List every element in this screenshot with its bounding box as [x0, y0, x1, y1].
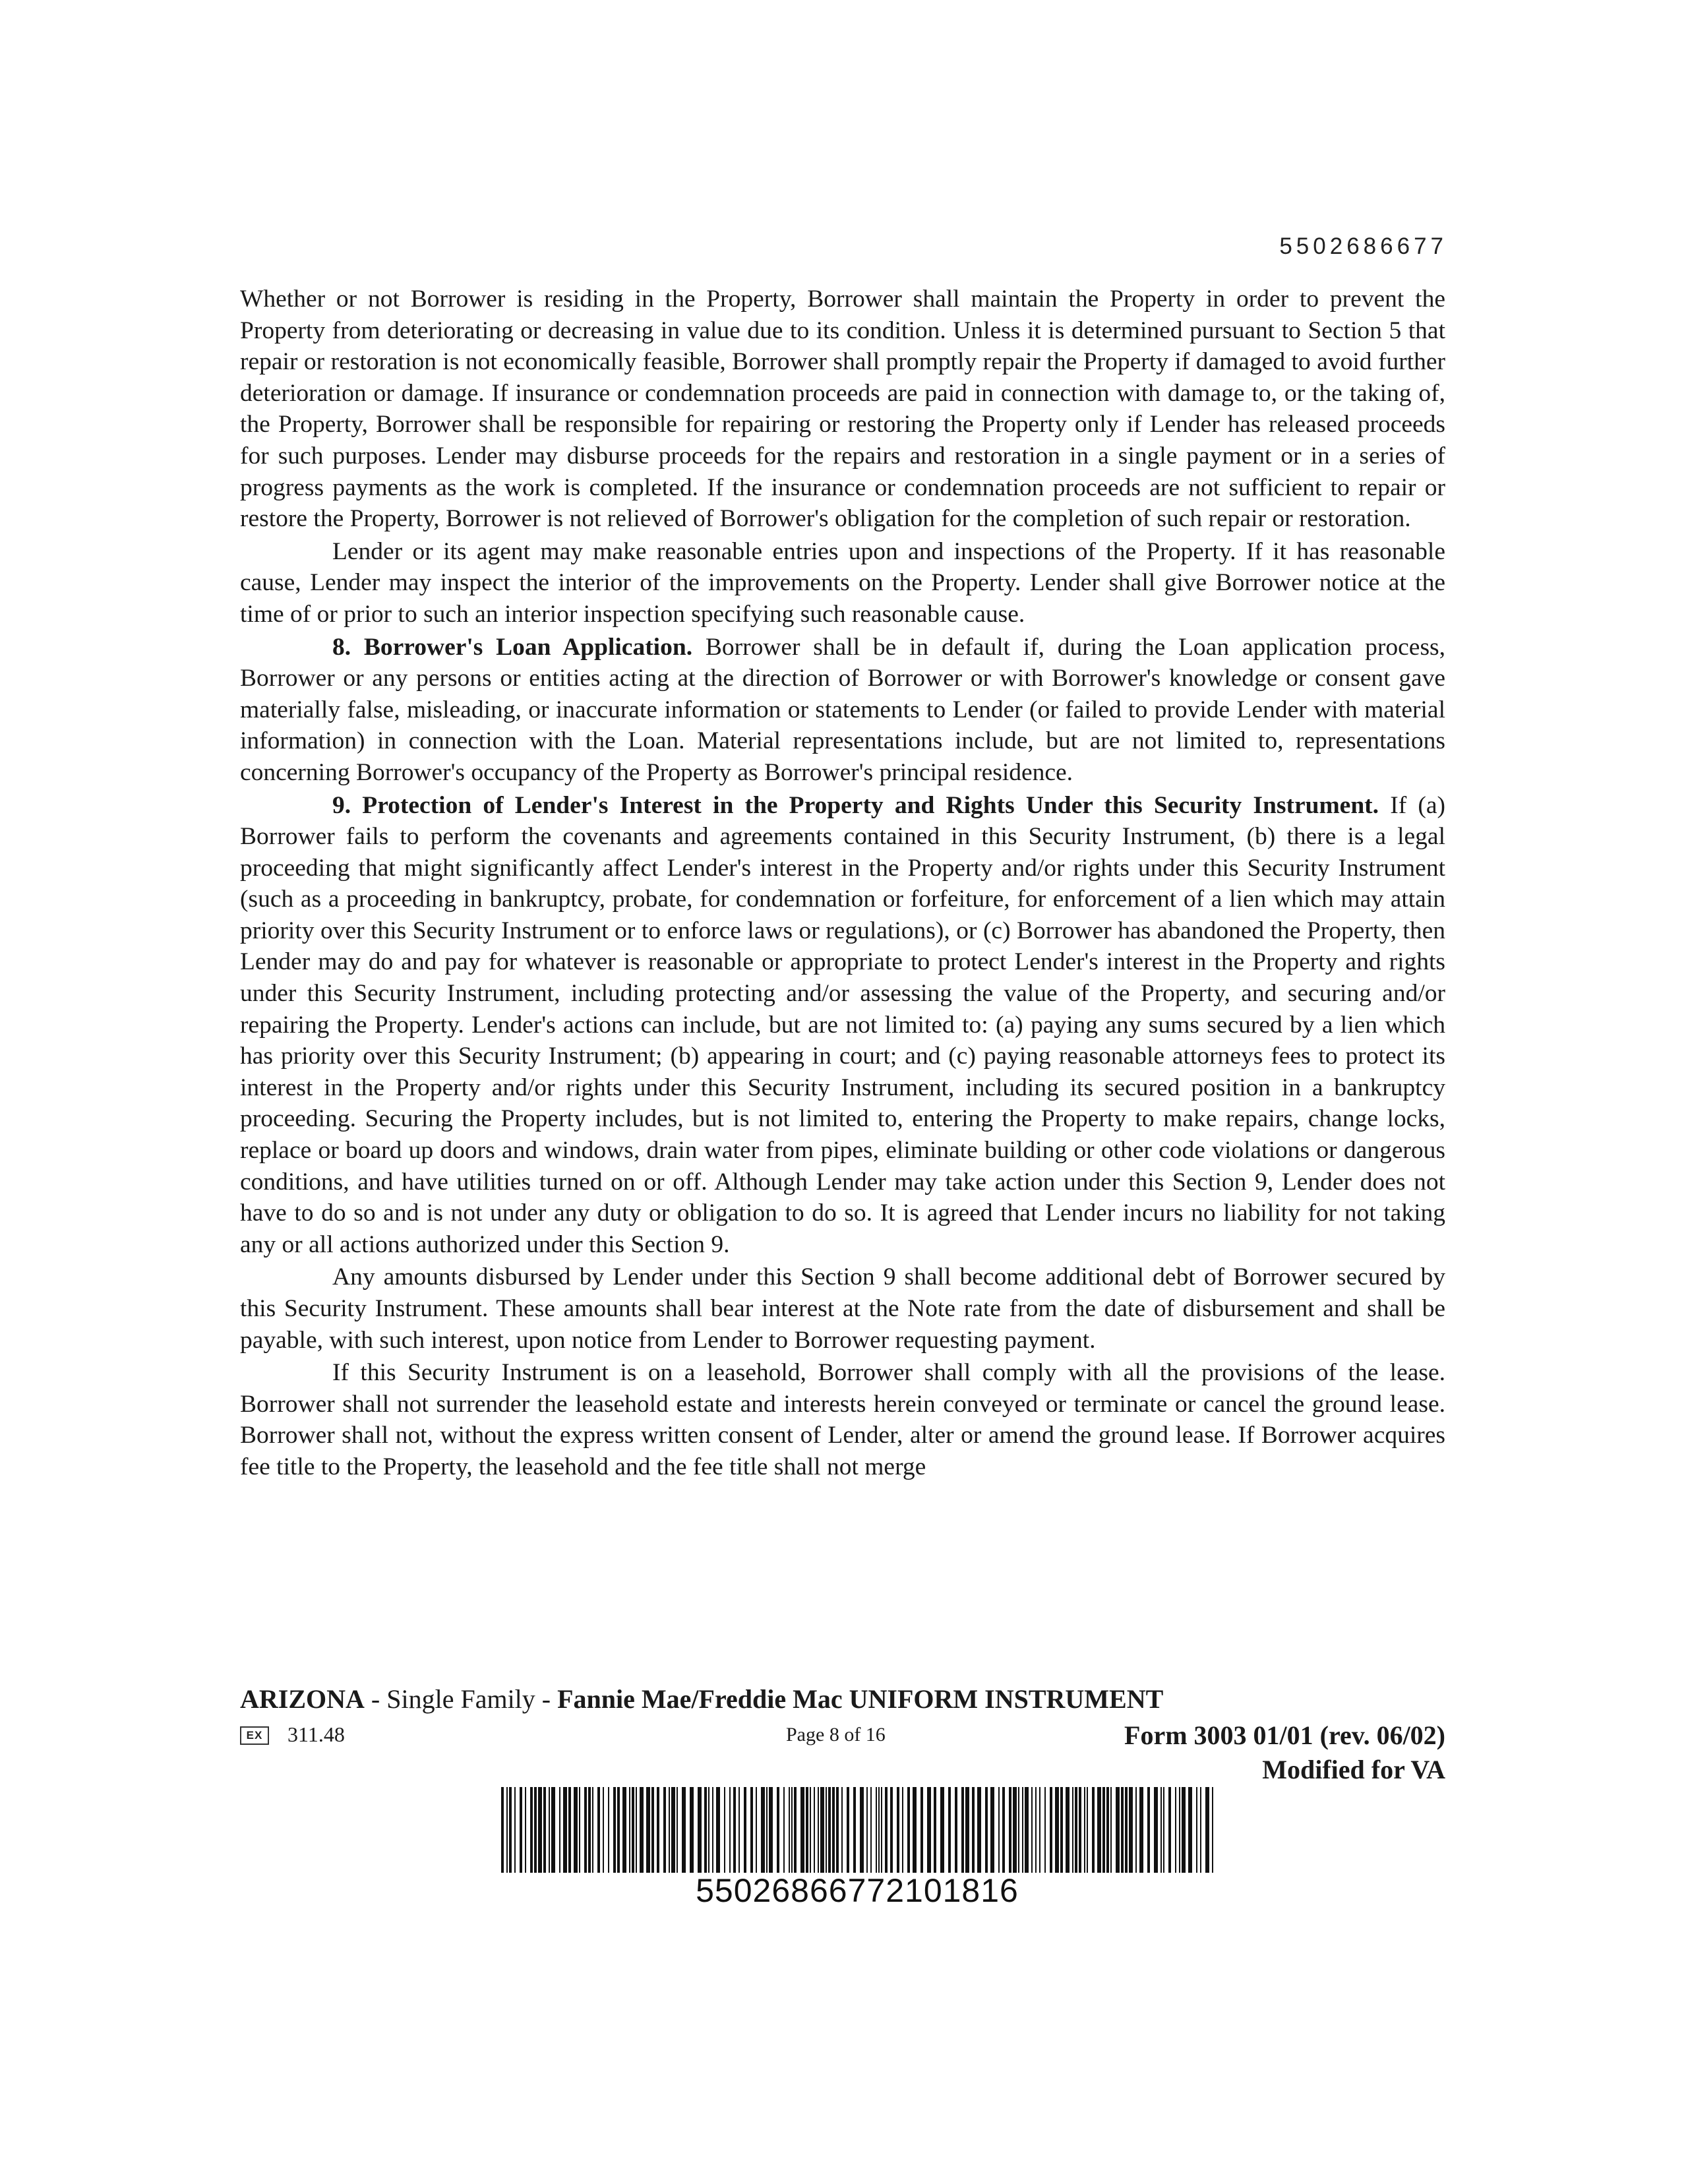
form-code: 311.48 — [287, 1722, 345, 1746]
barcode-bar — [761, 1787, 765, 1873]
barcode-bar — [913, 1787, 917, 1873]
barcode-bar — [927, 1787, 931, 1873]
barcode-bar — [777, 1787, 779, 1873]
barcode-bar — [990, 1787, 994, 1873]
barcode-bar — [789, 1787, 790, 1873]
barcode-bar — [712, 1787, 713, 1873]
barcode-bar — [663, 1787, 666, 1873]
barcode-bar — [1212, 1787, 1213, 1873]
barcode-bar — [1013, 1787, 1017, 1873]
barcode-bar — [525, 1787, 526, 1873]
barcode-bar — [632, 1787, 634, 1873]
section-9-heading: 9. Protection of Lender's Interest in the Property and Rights Under this Security Instrument. — [332, 791, 1379, 819]
barcode-bar — [671, 1787, 675, 1873]
footer-instrument: Fannie Mae/Freddie Mac UNIFORM INSTRUMENT — [557, 1684, 1164, 1714]
barcode-bar — [820, 1787, 824, 1873]
barcode-bar — [584, 1787, 587, 1873]
barcode-bar — [568, 1787, 571, 1873]
barcode-bar — [1050, 1787, 1052, 1873]
modified-for-va: Modified for VA — [1262, 1755, 1445, 1784]
barcode-bar — [636, 1787, 637, 1873]
barcode-bar — [1044, 1787, 1046, 1873]
barcode-bar — [1066, 1787, 1070, 1873]
barcode-bar — [934, 1787, 936, 1873]
barcode-bar — [1055, 1787, 1059, 1873]
section-8-heading: 8. Borrower's Loan Application. — [332, 633, 693, 661]
paragraph-property-maintenance: Whether or not Borrower is residing in the Property, Borrower shall maintain the Property in order to prevent the Property from deteriorating or decreasing in value due to its condition. Unless it is determined pursuant to Section 5 that repair or restoration is not economically feasible, Borrower shall promptly repair the Property if damaged to avoid further deterioration or damage. If insurance or condemnation proceeds are paid in connection with damage to, or the taking of, the Property, Borrower shall be responsible for repairing or restoring the Property only if Lender has released proceeds for such purposes. Lender may disburse proceeds for the repairs and restoration in a single payment or in a series of progress payments as the work is completed. If the insurance or condemnation proceeds are not sufficient to repair or restore the Property, Borrower is not relieved of Borrower's obligation for the completion of such repair or restoration. — [240, 286, 1445, 533]
barcode-bar — [853, 1787, 856, 1873]
footer-title — [240, 1684, 1163, 1714]
barcode-bar — [549, 1787, 550, 1873]
barcode-bar — [1200, 1787, 1201, 1873]
barcode-bar — [794, 1787, 797, 1873]
barcode-bar — [1139, 1787, 1143, 1873]
barcode-bar — [1154, 1787, 1158, 1873]
barcode-bar — [1196, 1787, 1197, 1873]
barcode-bar — [806, 1787, 808, 1873]
barcode-bar — [890, 1787, 893, 1873]
barcode-bar — [961, 1787, 964, 1873]
barcode-bar — [613, 1787, 616, 1873]
barcode-bar — [828, 1787, 831, 1873]
barcode-bar — [1129, 1787, 1133, 1873]
barcode-bar — [876, 1787, 877, 1873]
barcode-bar — [534, 1787, 537, 1873]
barcode-bar — [733, 1787, 736, 1873]
barcode-bar — [1018, 1787, 1019, 1873]
barcode-bar — [592, 1787, 593, 1873]
barcode-bar — [1135, 1787, 1137, 1873]
barcode-bar — [1025, 1787, 1029, 1873]
barcode-bar — [965, 1787, 969, 1873]
barcode-bar — [1087, 1787, 1088, 1873]
barcode-bar — [704, 1787, 707, 1873]
barcode-bar — [708, 1787, 709, 1873]
barcode-bar — [574, 1787, 578, 1873]
barcode-bar — [1079, 1787, 1081, 1873]
barcode-bar — [1116, 1787, 1120, 1873]
publisher-logo-icon: EX — [240, 1726, 269, 1745]
barcode-bar — [646, 1787, 650, 1873]
barcode-bar — [940, 1787, 944, 1873]
barcode-bar — [738, 1787, 740, 1873]
barcode-bar — [769, 1787, 773, 1873]
barcode-bar — [1075, 1787, 1077, 1873]
barcode-bar — [651, 1787, 654, 1873]
barcode-bar — [501, 1787, 504, 1873]
barcode-bar — [1009, 1787, 1011, 1873]
barcode-bar — [902, 1787, 903, 1873]
barcode-bar — [985, 1787, 988, 1873]
section-9-text: If (a) Borrower fails to perform the covenants and agreements contained in this Security Instrument, (b) there is a legal proceeding that might significantly affect Lender's interest in the Property and/or rights under this Security Instrument (such as a proceeding in bankruptcy, probate, for condemnation or forfeiture, for enforcement of a lien which may attain priority over this Security Instrument or to enforce laws or regulations), or (c) Borrower has abandoned the Property, then Lender may do and pay for whatever is reasonable or appropriate to protect Lender's interest in the Property and rights under this Security Instrument, including protecting and/or assessing the value of the Property, and securing and/or repairing the Property. Lender's actions can include, but are not limited to: (a) paying any sums secured by a lien which has priority over this Security Instrument; (b) appearing in court; and (c) paying reasonable attorneys fees to protect its interest in the Property and/or rights under this Security Instrument, including its secured position in a bankruptcy proceeding. Securing the Property includes, but is not limited to, entering the Property to make repairs, change locks, replace or board up doors and windows, drain water from pipes, eliminate building or other code violations or dangerous conditions, and have utilities turned on or off. Although Lender may take action under this Section 9, Lender does not have to do so and is not under any duty or obligation to do so. It is agreed that Lender incurs no liability for not taking any or all actions authorized under this Section 9. — [240, 791, 1445, 1258]
section-9 — [240, 790, 1445, 1261]
barcode-bar — [998, 1787, 1000, 1873]
barcode-bar — [791, 1787, 793, 1873]
barcode-bar — [878, 1787, 880, 1873]
barcode-bar — [766, 1787, 768, 1873]
barcode-bar — [1179, 1787, 1180, 1873]
page-number: Page 8 of 16 — [786, 1724, 886, 1745]
barcode-bar — [841, 1787, 843, 1873]
barcode-bar — [698, 1787, 702, 1873]
barcode-icon — [501, 1787, 1213, 1873]
barcode-bar — [977, 1787, 981, 1873]
barcode-bar — [1168, 1787, 1171, 1873]
barcode-bar — [756, 1787, 757, 1873]
barcode-bar — [750, 1787, 753, 1873]
barcode-bar — [1035, 1787, 1037, 1873]
barcode-bar — [682, 1787, 686, 1873]
barcode-bar — [579, 1787, 580, 1873]
barcode-bar — [588, 1787, 591, 1873]
section-8-text: Borrower shall be in default if, during the Loan application process, Borrower or any persons or entities acting at the direction of Borrower or with Borrower's knowledge or consent gave materially false, misleading, or inaccurate information or statements to Lender (or failed to provide Lender with material information) in connection with the Loan. Material representations include, but are not limited to, representations concerning Borrower's occupancy of the Property as Borrower's principal residence. — [240, 633, 1446, 786]
barcode-bar — [744, 1787, 746, 1873]
paragraph-inspections: Lender or its agent may make reasonable entries upon and inspections of the Property. If it has reasonable cause, Lender may inspect the interior of the improvements on the Property. Lender shall give Borrower notice at the time of or prior to such an interior inspection specifying such reasonable cause. — [240, 537, 1445, 628]
barcode-bar — [897, 1787, 899, 1873]
barcode-bar — [1060, 1787, 1063, 1873]
barcode-bar — [629, 1787, 630, 1873]
barcode-bar — [530, 1787, 533, 1873]
barcode-bar — [597, 1787, 600, 1873]
barcode-bar — [948, 1787, 951, 1873]
barcode-bar — [729, 1787, 731, 1873]
barcode-bar — [783, 1787, 785, 1873]
document-body — [240, 284, 1445, 1484]
footer-state: ARIZONA — [240, 1684, 365, 1714]
barcode-bar — [669, 1787, 670, 1873]
barcode-bar — [907, 1787, 910, 1873]
barcode-bar — [866, 1787, 868, 1873]
barcode-bar — [543, 1787, 546, 1873]
barcode-bar — [622, 1787, 626, 1873]
barcode-bar — [1022, 1787, 1023, 1873]
barcode-bar — [860, 1787, 864, 1873]
barcode-bar — [690, 1787, 694, 1873]
barcode-bar — [1102, 1787, 1105, 1873]
barcode-bar — [1125, 1787, 1128, 1873]
barcode-bar — [1092, 1787, 1095, 1873]
barcode-bar — [1147, 1787, 1150, 1873]
footer-row — [240, 1722, 1445, 1750]
barcode-bar — [1106, 1787, 1109, 1873]
paragraph-amounts-disbursed: Any amounts disbursed by Lender under this Section 9 shall become additional debt of Borrower secured by this Security Instrument. These amounts shall bear interest at the Note rate from the date of disbursement and shall be payable, with such interest, upon notice from Lender to Borrower requesting payment. — [240, 1263, 1445, 1354]
barcode-bar — [563, 1787, 567, 1873]
barcode-bar — [818, 1787, 819, 1873]
barcode-bar — [716, 1787, 720, 1873]
barcode-bar — [1160, 1787, 1162, 1873]
barcode-bar — [509, 1787, 512, 1873]
barcode-bar — [608, 1787, 609, 1873]
loan-number: 5502686677 — [1279, 233, 1447, 259]
barcode-bar — [1031, 1787, 1033, 1873]
barcode-bar — [1072, 1787, 1073, 1873]
barcode-bar — [870, 1787, 872, 1873]
barcode-bar — [847, 1787, 849, 1873]
barcode-bar — [920, 1787, 923, 1873]
barcode-bar — [677, 1787, 678, 1873]
barcode-bar — [551, 1787, 555, 1873]
section-8 — [240, 632, 1445, 789]
barcode-bar — [1110, 1787, 1112, 1873]
barcode-bar — [520, 1787, 522, 1873]
barcode-bar — [1084, 1787, 1085, 1873]
barcode-bar — [955, 1787, 957, 1873]
barcode-bar — [1182, 1787, 1186, 1873]
barcode-bar — [514, 1787, 516, 1873]
barcode-bar — [800, 1787, 804, 1873]
barcode-bar — [1121, 1787, 1124, 1873]
barcode-bar — [972, 1787, 975, 1873]
barcode-bar — [832, 1787, 835, 1873]
barcode-bar — [1097, 1787, 1101, 1873]
barcode-bar — [724, 1787, 725, 1873]
barcode-bar — [657, 1787, 659, 1873]
barcode-bar — [617, 1787, 620, 1873]
barcode-bar — [1002, 1787, 1005, 1873]
barcode-bar — [814, 1787, 815, 1873]
barcode-bar — [1188, 1787, 1192, 1873]
paragraph-leasehold: If this Security Instrument is on a leasehold, Borrower shall comply with all the provisions of the lease. Borrower shall not surrender the leasehold estate and interests herein conveyed or terminate or cancel the ground lease. Borrower shall not, without the express written consent of Lender, alter or amend the ground lease. If Borrower acquires fee title to the Property, the leasehold and the fee title shall not merge — [240, 1359, 1445, 1480]
barcode-bar — [1205, 1787, 1209, 1873]
barcode-bar — [881, 1787, 882, 1873]
barcode-bar — [1039, 1787, 1040, 1873]
barcode-bar — [559, 1787, 560, 1873]
barcode-bar — [1163, 1787, 1164, 1873]
barcode-bar — [826, 1787, 827, 1873]
barcode-bar — [836, 1787, 839, 1873]
barcode-bar — [1175, 1787, 1176, 1873]
barcode-bar — [506, 1787, 508, 1873]
barcode-bar — [885, 1787, 888, 1873]
footer-family-type: - Single Family - — [364, 1684, 558, 1714]
barcode-bar — [640, 1787, 644, 1873]
barcode-bar — [810, 1787, 811, 1873]
barcode-bar — [603, 1787, 604, 1873]
barcode-number: 55026866772101816 — [696, 1872, 1019, 1909]
barcode-bar — [538, 1787, 542, 1873]
form-number: Form 3003 01/01 (rev. 06/02) — [1124, 1720, 1445, 1750]
